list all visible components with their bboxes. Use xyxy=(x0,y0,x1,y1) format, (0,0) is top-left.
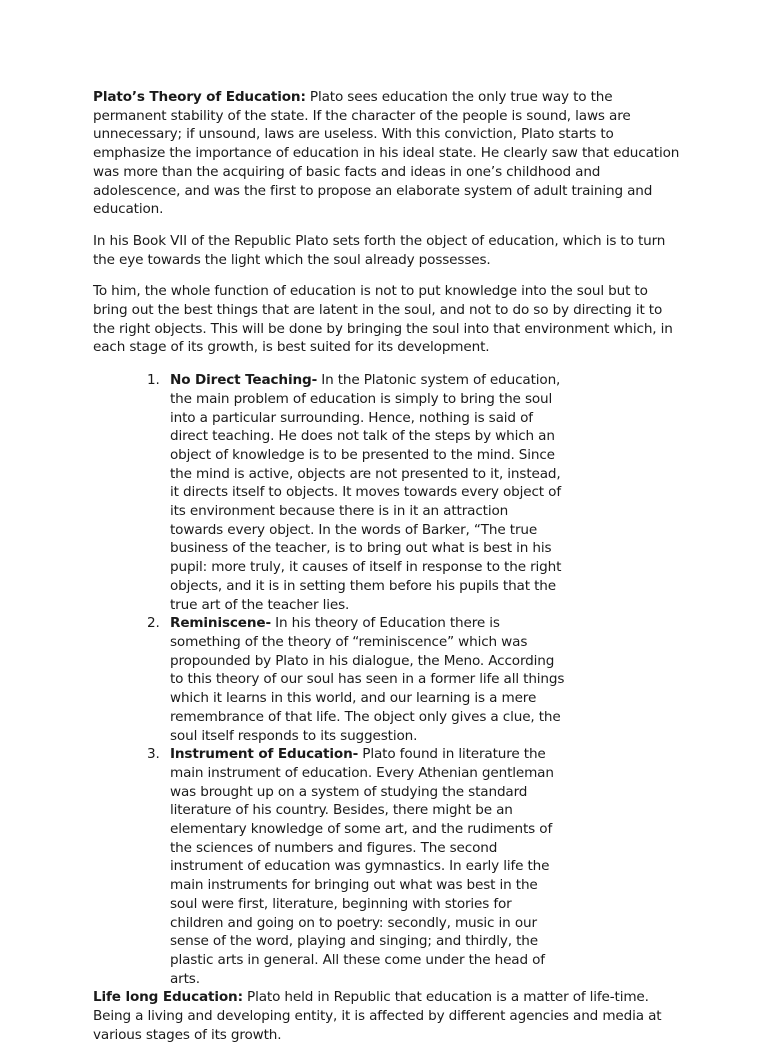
list-item-number: 1. xyxy=(147,372,160,389)
list-item-number: 2. xyxy=(147,615,160,632)
function-paragraph: To him, the whole function of education is not to put knowledge into the soul but to bring out the best things that are latent in the soul, and not to do so by directing it to the right objects. This will be done by bringing the soul into that environment which, in each stage of its growth, is best suited for its development. xyxy=(93,283,673,356)
list-item-heading: Reminiscene- xyxy=(170,615,271,632)
list-item-text: In the Platonic system of education, the main problem of education is simply to bring the soul into a particular surrounding. Hence, nothing is said of direct teaching. He does not talk of the steps by which an object of knowledge is to be presented to the mind. Since the mind is active, objects are not presented to it, instead, it directs itself to objects. It moves towards every object of its environment because there is in it an attraction towards every object. In the words of Barker, “The true business of the teacher, is to bring out what is best in his pupil: more truly, it causes of itself in response to the right objects, and it is in setting them before his pupils that the true art of the teacher lies. xyxy=(170,372,562,613)
list-item xyxy=(93,745,565,988)
intro-paragraph xyxy=(93,88,683,219)
list-item-text: Plato found in literature the main instrument of education. Every Athenian gentleman was brought up on a system of studying the standard literature of his country. Besides, there might be an elementary knowledge of some art, and the rudiments of the sciences of numbers and figures. The second instrument of education was gymnastics. In early life the main instruments for bringing out what was best in the soul were first, literature, beginning with stories for children and going on to poetry: secondly, music in our sense of the word, playing and singing; and thirdly, the plastic arts in general. All these come under the head of arts. xyxy=(170,746,554,987)
lifelong-text: Plato held in Republic that education is a matter of life-time. Being a living and developing entity, it is affected by different agencies and media at various stages of its growth. xyxy=(93,989,662,1043)
list-item-heading: Instrument of Education- xyxy=(170,746,359,763)
intro-heading: Plato’s Theory of Education: xyxy=(93,89,306,105)
list-item-heading: No Direct Teaching- xyxy=(170,372,318,389)
document-page xyxy=(93,88,683,1057)
intro-text: Plato sees education the only true way to the permanent stability of the state. If the character of the people is sound, laws are unnecessary; if unsound, laws are useless. With this conviction, Plato starts to emphasize the importance of education in his ideal state. He clearly saw that education was more than the acquiring of basic facts and ideas in one’s childhood and adolescence, and was the first to propose an elaborate system of adult training and education. xyxy=(93,89,680,218)
list-item-text: In his theory of Education there is something of the theory of “reminiscence” which was propounded by Plato in his dialogue, the Meno. According to this theory of our soul has seen in a former life all things which it learns in this world, and our learning is a mere remembrance of that life. The object only gives a clue, the soul itself responds to its suggestion. xyxy=(170,615,565,744)
list-item xyxy=(93,371,565,614)
list-item-number: 3. xyxy=(147,746,160,763)
numbered-list xyxy=(93,371,683,988)
list-item xyxy=(93,614,565,745)
lifelong-paragraph xyxy=(93,988,683,1044)
republic-paragraph: In his Book VII of the Republic Plato sets forth the object of education, which is to turn the eye towards the light which the soul already possesses. xyxy=(93,232,666,268)
lifelong-heading: Life long Education: xyxy=(93,989,243,1006)
